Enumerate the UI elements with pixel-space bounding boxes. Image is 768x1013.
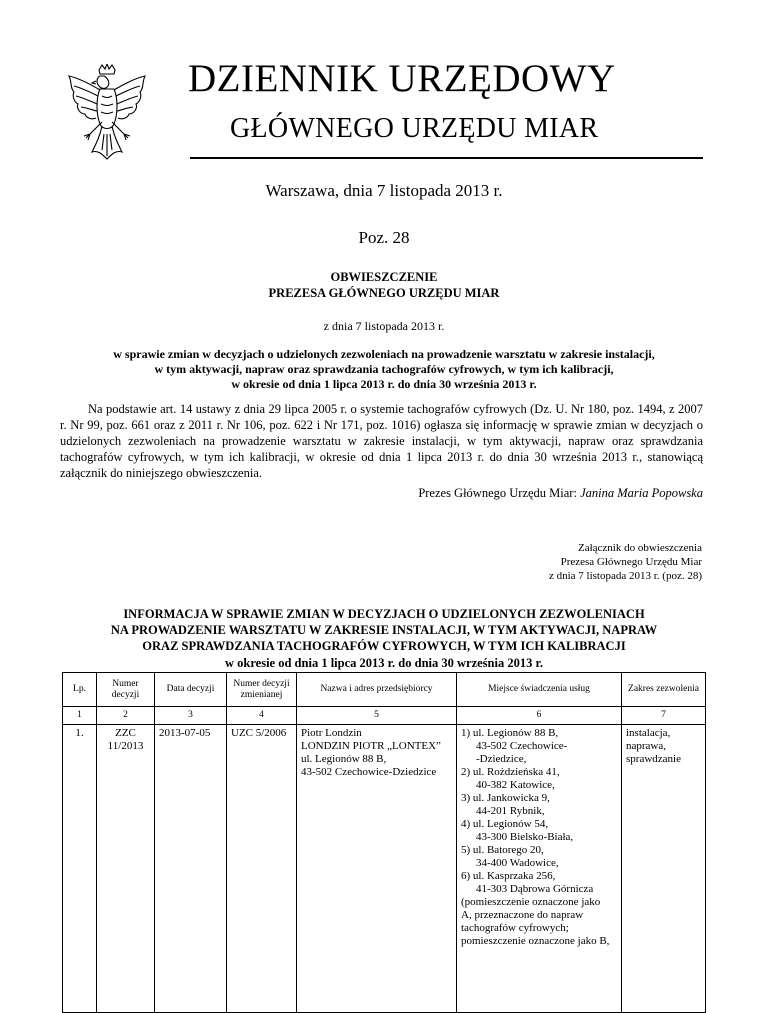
announcement-subject bbox=[0, 347, 768, 392]
table-column-number-row bbox=[63, 707, 706, 725]
company-line: LONDZIN PIOTR „LONTEX” bbox=[301, 740, 441, 752]
annex-heading bbox=[0, 606, 768, 654]
header-cell: Nazwa i adres przedsiębiorcy bbox=[297, 673, 457, 707]
scope-line: instalacja, bbox=[626, 727, 671, 739]
place-line: 43-300 Bielsko-Biała, bbox=[476, 831, 574, 843]
company-line: 43-502 Czechowice-Dziedzice bbox=[301, 766, 437, 778]
service-places-cell bbox=[457, 725, 622, 1013]
place-line: 34-400 Wadowice, bbox=[476, 857, 559, 869]
company-line: ul. Legionów 88 B, bbox=[301, 753, 387, 765]
position-number: Poz. 28 bbox=[358, 228, 410, 247]
date-line: Warszawa, dnia 7 listopada 2013 r. bbox=[265, 181, 503, 200]
place-line: 3) ul. Jankowicka 9, bbox=[461, 792, 550, 804]
header-cell: Numer decyzji zmienianej bbox=[227, 673, 297, 707]
annex-note bbox=[549, 541, 702, 583]
annex-period: w okresie od dnia 1 lipca 2013 r. do dnia 30 września 2013 r. bbox=[225, 656, 543, 670]
company-line: Piotr Londzin bbox=[301, 727, 362, 739]
header-cell: Data decyzji bbox=[155, 673, 227, 707]
annex-line: Prezesa Głównego Urzędu Miar bbox=[560, 556, 702, 568]
place-line: 4) ul. Legionów 54, bbox=[461, 818, 549, 830]
column-number: 1 bbox=[63, 707, 97, 725]
decision-number-part: ZZC bbox=[115, 727, 136, 739]
place-line: 41-303 Dąbrowa Górnicza bbox=[476, 883, 594, 895]
table-header-row bbox=[63, 673, 706, 707]
subject-line: w okresie od dnia 1 lipca 2013 r. do dnia 30 września 2013 r. bbox=[231, 377, 537, 391]
place-line: 1) ul. Legionów 88 B, bbox=[461, 727, 559, 739]
header-rule bbox=[190, 157, 703, 159]
header-cell: Lp. bbox=[63, 673, 97, 707]
subject-line: w tym aktywacji, napraw oraz sprawdzania tachografów cyfrowych, w tym ich kalibracji, bbox=[154, 362, 614, 376]
annex-heading-line: NA PROWADZENIE WARSZTATU W ZAKRESIE INSTALACJI, W TYM AKTYWACJI, NAPRAW bbox=[110, 623, 658, 637]
polish-eagle-icon bbox=[66, 64, 148, 160]
decision-number-part: 11/2013 bbox=[107, 740, 144, 752]
scope-cell bbox=[622, 725, 706, 1013]
scope-line: sprawdzanie bbox=[626, 753, 681, 765]
place-line: 44-201 Rybnik, bbox=[476, 805, 545, 817]
column-number: 6 bbox=[457, 707, 622, 725]
annex-line: Załącznik do obwieszczenia bbox=[578, 542, 702, 554]
column-number: 7 bbox=[622, 707, 706, 725]
amended-decision-cell: UZC 5/2006 bbox=[227, 725, 297, 1013]
place-line: pomieszczenie oznaczone jako B, bbox=[461, 935, 610, 947]
journal-subtitle: GŁÓWNEGO URZĘDU MIAR bbox=[230, 113, 599, 144]
scope-line: naprawa, bbox=[626, 740, 667, 752]
place-line: 2) ul. Rożdzieńska 41, bbox=[461, 766, 560, 778]
decision-number-cell bbox=[97, 725, 155, 1013]
signature-role: Prezes Głównego Urzędu Miar: bbox=[418, 486, 581, 500]
annex-heading-line: ORAZ SPRAWDZANIA TACHOGRAFÓW CYFROWYCH, W TYM ICH KALIBRACJI bbox=[142, 639, 626, 653]
place-line: -Dziedzice, bbox=[476, 753, 527, 765]
annex-heading-line: INFORMACJA W SPRAWIE ZMIAN W DECYZJACH O UDZIELONYCH ZEZWOLENIACH bbox=[123, 607, 645, 621]
place-line: 6) ul. Kasprzaka 256, bbox=[461, 870, 556, 882]
announcement-body: Na podstawie art. 14 ustawy z dnia 29 lipca 2005 r. o systemie tachografów cyfrowych (Dz. U. Nr 180, poz. 1494, z 2007 r. Nr 99, poz. 661 oraz z 2011 r. Nr 106, poz. 622 i Nr 171, poz. 1016) ogłasza się informację w sprawie zmian w decyzjach o udzielonych zezwoleniach na prowadzenie warsztatu w zakresie instalacji, w tym aktywacji, napraw oraz sprawdzania tachografów cyfrowych, w tym ich kalibracji, w okresie od dnia 1 lipca 2013 r. do dnia 30 września 2013 r., stanowiącą załącznik do niniejszego obwieszczenia. bbox=[60, 402, 703, 480]
column-number: 4 bbox=[227, 707, 297, 725]
column-number: 3 bbox=[155, 707, 227, 725]
place-line: tachografów cyfrowych; bbox=[461, 922, 569, 934]
header-cell: Numer decyzji bbox=[97, 673, 155, 707]
place-line: 5) ul. Batorego 20, bbox=[461, 844, 544, 856]
subject-line: w sprawie zmian w decyzjach o udzielonych zezwoleniach na prowadzenie warsztatu w zakresie instalacji, bbox=[113, 347, 655, 361]
column-number: 5 bbox=[297, 707, 457, 725]
journal-title: DZIENNIK URZĘDOWY bbox=[188, 57, 616, 100]
lp-cell: 1. bbox=[63, 725, 97, 1013]
company-cell bbox=[297, 725, 457, 1013]
place-line: (pomieszczenie oznaczone jako bbox=[461, 896, 601, 908]
annex-line: z dnia 7 listopada 2013 r. (poz. 28) bbox=[548, 570, 702, 582]
signature-name: Janina Maria Popowska bbox=[580, 486, 703, 500]
column-number: 2 bbox=[97, 707, 155, 725]
announcement-date: z dnia 7 listopada 2013 r. bbox=[323, 319, 445, 333]
announcement-heading: OBWIESZCZENIE bbox=[330, 270, 438, 284]
announcement-issuer: PREZESA GŁÓWNEGO URZĘDU MIAR bbox=[268, 286, 500, 300]
place-line: 40-382 Katowice, bbox=[476, 779, 555, 791]
table-row bbox=[63, 725, 706, 1013]
place-line: A, przeznaczone do napraw bbox=[461, 909, 584, 921]
header-cell: Miejsce świadczenia usług bbox=[457, 673, 622, 707]
decision-date-cell: 2013-07-05 bbox=[155, 725, 227, 1013]
place-line: 43-502 Czechowice- bbox=[476, 740, 568, 752]
decisions-table bbox=[62, 672, 706, 1013]
header-cell: Zakres zezwolenia bbox=[622, 673, 706, 707]
signature bbox=[418, 486, 703, 501]
